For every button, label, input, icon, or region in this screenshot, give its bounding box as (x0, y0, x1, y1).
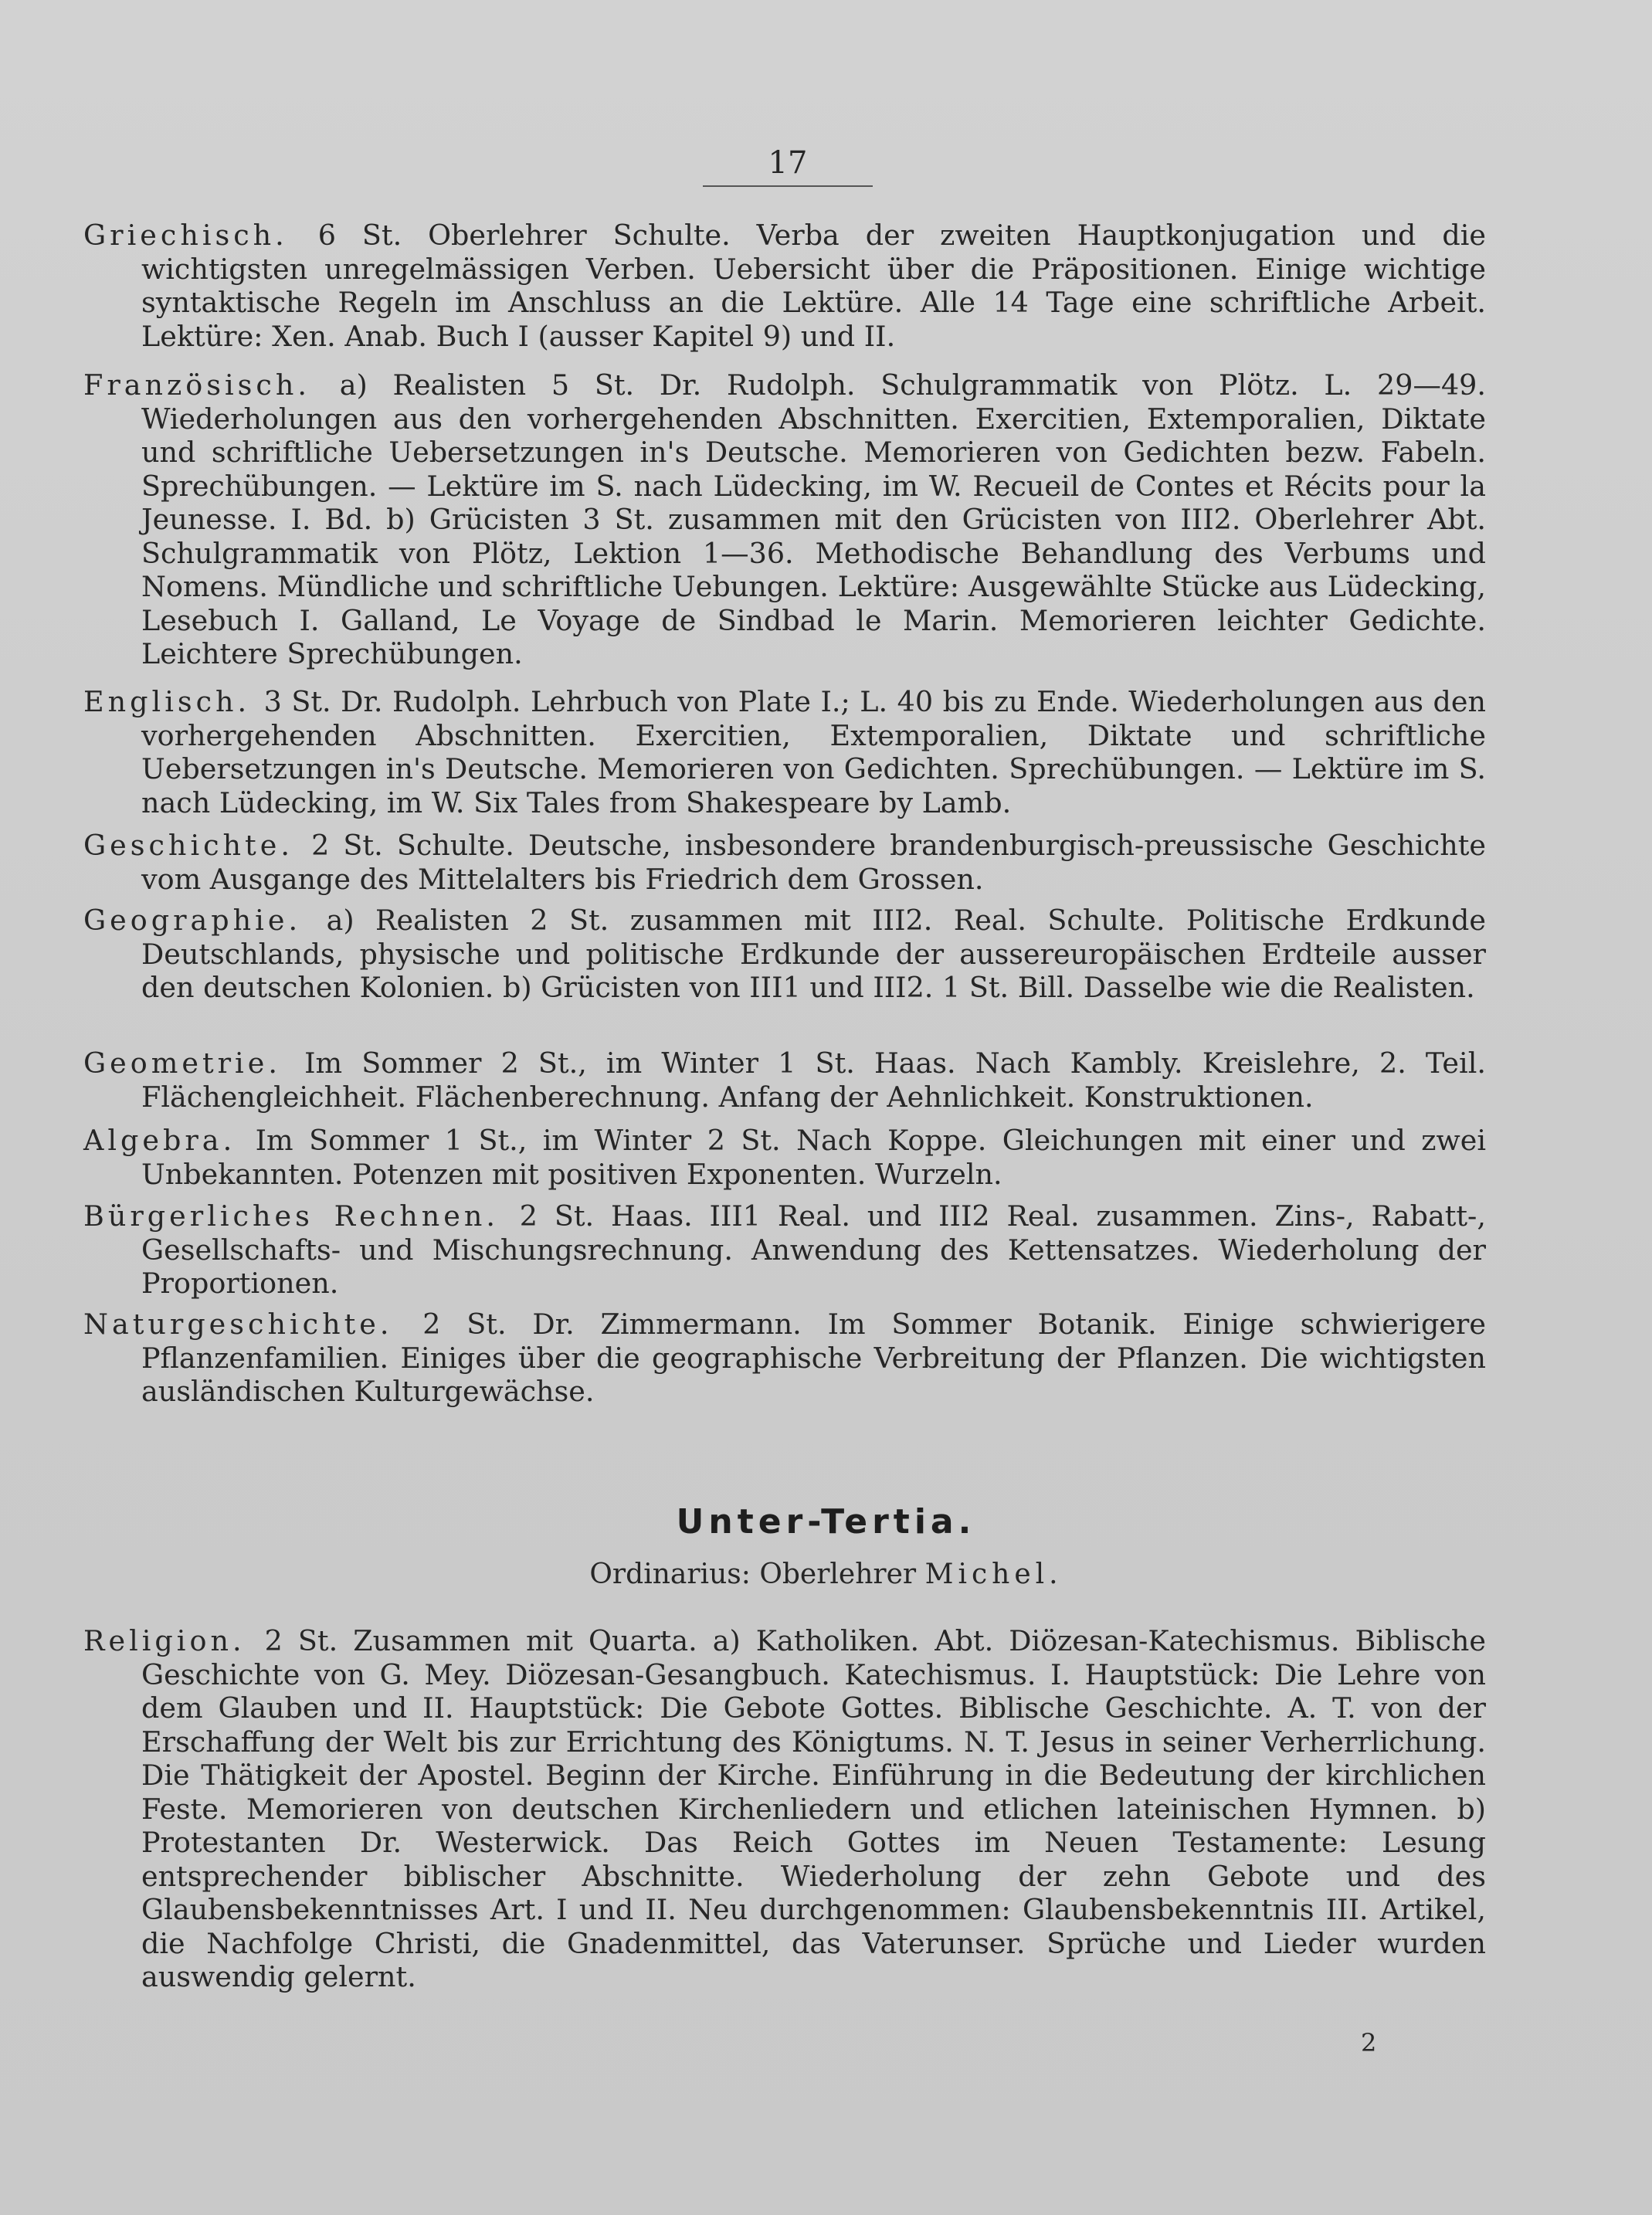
section-englisch (83, 685, 1486, 819)
section-body: 2 St. Schulte. Deutsche, insbesondere brandenburgisch-preussische Geschichte vom Ausgange des Mittelalters bis Friedrich dem Grossen. (141, 829, 1486, 896)
section-head: Geschichte. (83, 829, 312, 862)
ordinarius-line (0, 1559, 1652, 1590)
ordinarius-label: Ordinarius: (589, 1559, 751, 1590)
page-number: 17 (703, 145, 873, 187)
class-heading: Unter-Tertia. (676, 1502, 976, 1542)
section-geographie (83, 904, 1486, 1005)
section-body: Im Sommer 1 St., im Winter 2 St. Nach Koppe. Gleichungen mit einer und zwei Unbekannten. Potenzen mit positiven Exponenten. Wurzeln. (141, 1124, 1486, 1191)
section-geometrie (83, 1046, 1486, 1114)
ordinarius-title: Oberlehrer (759, 1559, 917, 1590)
section-head: Griechisch. (83, 219, 318, 252)
section-head: Naturgeschichte. (83, 1308, 423, 1341)
section-body: Im Sommer 2 St., im Winter 1 St. Haas. Nach Kambly. Kreislehre, 2. Teil. Flächengleichheit. Flächenberechnung. Anfang der Aehnlichkeit. Konstruktionen. (141, 1046, 1486, 1114)
section-body: 3 St. Dr. Rudolph. Lehrbuch von Plate I.; L. 40 bis zu Ende. Wiederholungen aus den vorhergehenden Abschnitten. Exercitien, Extemporalien, Diktate und schriftliche Uebersetzungen in's Deutsche. Memorieren von Gedichten. Sprechübungen. — Lektüre im S. nach Lüdecking, im W. Six Tales from Shakespeare by Lamb. (141, 685, 1486, 819)
ordinarius-name: Michel. (924, 1559, 1063, 1590)
section-body: a) Realisten 2 St. zusammen mit III2. Real. Schulte. Politische Erdkunde Deutschlands, physische und politische Erdkunde der aussereuropäischen Erdteile ausser den deutschen Kolonien. b) Grücisten von III1 und III2. 1 St. Bill. Dasselbe wie die Realisten. (141, 904, 1486, 1004)
section-head: Algebra. (83, 1124, 256, 1157)
section-body: 2 St. Dr. Zimmermann. Im Sommer Botanik. Einige schwierigere Pflanzenfamilien. Einiges über die geographische Verbreitung der Pflanzen. Die wichtigsten ausländischen Kulturgewächse. (141, 1308, 1486, 1408)
section-head: Religion. (83, 1624, 265, 1657)
section-head: Französisch. (83, 368, 340, 402)
section-body: a) Realisten 5 St. Dr. Rudolph. Schulgrammatik von Plötz. L. 29—49. Wiederholungen aus den vorhergehenden Abschnitten. Exercitien, Extemporalien, Diktate und schriftliche Uebersetzungen in's Deutsche. Memorieren von Gedichten bezw. Fabeln. Sprechübungen. — Lektüre im S. nach Lüdecking, im W. Recueil de Contes et Récits pour la Jeunesse. I. Bd. b) Grücisten 3 St. zusammen mit den Grücisten von III2. Oberlehrer Abt. Schulgrammatik von Plötz, Lektion 1—36. Methodische Behandlung des Verbums und Nomens. Mündliche und schriftliche Uebungen. Lektüre: Ausgewählte Stücke aus Lüdecking, Lesebuch I. Galland, Le Voyage de Sindbad le Marin. Memorieren leichter Gedichte. Leichtere Sprechübungen. (141, 368, 1487, 670)
section-head: Bürgerliches Rechnen. (83, 1199, 520, 1233)
section-body: 2 St. Zusammen mit Quarta. a) Katholiken. Abt. Diözesan-Katechismus. Biblische Geschichte von G. Mey. Diözesan-Gesangbuch. Katechismus. I. Hauptstück: Die Lehre von dem Glauben und II. Hauptstück: Die Gebote Gottes. Biblische Geschichte. A. T. von der Erschaffung der Welt bis zur Errichtung des Königtums. N. T. Jesus in seiner Verherrlichung. Die Thätigkeit der Apostel. Beginn der Kirche. Einführung in die Bedeutung der kirchlichen Feste. Memorieren von deutschen Kirchenliedern und etlichen lateinischen Hymnen. b) Protestanten Dr. Westerwick. Das Reich Gottes im Neuen Testamente: Lesung entsprechender biblischer Abschnitte. Wiederholung der zehn Gebote und des Glaubensbekenntnisses Art. I und II. Neu durchgenommen: Glaubensbekenntnis III. Artikel, die Nachfolge Christi, die Gnadenmittel, das Vaterunser. Sprüche und Lieder wurden auswendig gelernt. (141, 1624, 1486, 1993)
section-head: Geographie. (83, 904, 327, 937)
signature-mark: 2 (1361, 2028, 1377, 2057)
section-griechisch (83, 219, 1486, 353)
section-head: Englisch. (83, 685, 264, 718)
section-body: 6 St. Oberlehrer Schulte. Verba der zweiten Hauptkonjugation und die wichtigsten unregelmässigen Verben. Uebersicht über die Präpositionen. Einige wichtige syntaktische Regeln im Anschluss an die Lektüre. Alle 14 Tage eine schriftliche Arbeit. Lektüre: Xen. Anab. Buch I (ausser Kapitel 9) und II. (141, 219, 1486, 353)
section-body: 2 St. Haas. III1 Real. und III2 Real. zusammen. Zins-, Rabatt-, Gesellschafts- und Mischungsrechnung. Anwendung des Kettensatzes. Wiederholung der Proportionen. (141, 1199, 1486, 1300)
section-naturgeschichte (83, 1308, 1486, 1409)
section-franzoesisch (83, 368, 1486, 671)
section-buergerliches-rechnen (83, 1199, 1486, 1301)
section-geschichte (83, 829, 1486, 896)
section-algebra (83, 1124, 1486, 1191)
section-head: Geometrie. (83, 1046, 305, 1080)
section-religion (83, 1624, 1486, 1994)
